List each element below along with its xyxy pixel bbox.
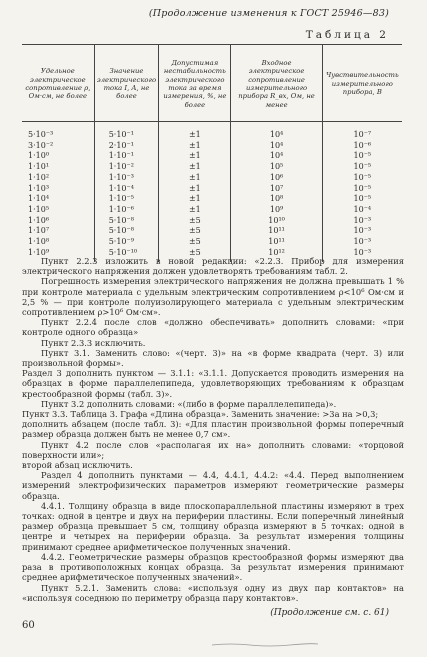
table-cell: 1·10⁻²: [108, 162, 134, 172]
table-cell: ±1: [188, 130, 201, 139]
paragraph: второй абзац исключить.: [22, 460, 133, 471]
column-header: Допустимая нестабильность электрического тока за время измерения, %, не более: [159, 45, 231, 122]
table-cell: 10⁻⁵: [353, 172, 372, 182]
paragraph: Пункт 2.2.3 изложить в новой редакции: «2.2.3. Прибор для измерения электрического напряжения должен удовлетворять требованиям табл. 2.: [22, 256, 404, 277]
table-cell: 10⁻⁶: [353, 140, 372, 150]
sensitivity-column: [322, 122, 402, 263]
table-cell: 1·10⁻⁶: [108, 204, 134, 214]
table-cell: 1·10⁰: [28, 151, 50, 161]
table-cell: 10⁻⁴: [353, 204, 372, 214]
table-cell: ±1: [188, 162, 201, 172]
table-cell: 2·10⁻¹: [108, 140, 134, 150]
paragraph: дополнить абзацем (после табл. 3): «Для пластин произвольной формы поперечный размер образца должен быть не менее 0,7 см».: [22, 419, 404, 440]
table-cell: 10⁴: [269, 140, 284, 150]
paragraph: Пункт 3.1. Заменить слово: «(черт. 3)» на «в форме квадрата (черт. 3) или произвольной формы».: [22, 347, 404, 369]
table-cell: 10⁻⁵: [353, 151, 372, 161]
table-cell: 10¹⁰: [268, 215, 285, 225]
body-text: [22, 256, 404, 603]
paragraph: Пункт 2.3.3 исключить.: [41, 337, 146, 348]
table-header-row: [22, 45, 402, 122]
table-cell: ±1: [188, 204, 201, 214]
table-cell: 10⁹: [269, 204, 284, 214]
table-cell: 1·10⁻⁵: [108, 194, 134, 204]
table-cell: 1·10⁹: [28, 247, 50, 257]
paragraph: Раздел 3 дополнить пунктом — 3.1.1: «3.1.1. Допускается проводить измерения на образцах в форме параллелепипеда, удовлетворяющих требованиям к образцам крестообразной формы (табл. 3)».: [22, 368, 404, 399]
table-cell: 10¹¹: [268, 237, 285, 247]
table-cell: 1·10⁷: [28, 226, 50, 236]
paragraph: Пункт 3.3. Таблица 3. Графа «Длина образца». Заменить значение: >3a на >0,3;: [22, 409, 379, 420]
table-cell: 10⁴: [269, 151, 284, 161]
table-cell: 10¹¹: [268, 226, 285, 236]
table-cell: ±1: [188, 183, 201, 193]
current-column: [94, 122, 159, 263]
paragraph: Пункт 4.2 после слов «располагая их на» дополнить словами: «торцовой поверхности или»;: [22, 439, 404, 460]
table-cell: ±5: [188, 215, 201, 225]
column-header: Входное электрическое сопротивление измерительного прибора R_вх, Ом, не менее: [231, 45, 322, 122]
table-cell: 1·10⁸: [28, 237, 50, 247]
table-cell: 5·10⁻¹⁰: [108, 247, 138, 257]
table-cell: ±5: [188, 247, 201, 257]
table-cell: 10⁷: [269, 183, 284, 193]
column-header: Удельное электрическое сопротивление ρ, Ом·см, не более: [22, 45, 94, 122]
continuation-header: (Продолжение изменения к ГОСТ 25946—83): [148, 8, 389, 19]
table-cell: ±1: [188, 140, 201, 150]
table-cell: 5·10⁻⁸: [108, 226, 134, 236]
table-cell: 10⁵: [269, 162, 284, 172]
paragraph: Пункт 3.2 дополнить словами: «(либо в форме параллелепипеда)».: [41, 398, 337, 409]
table-cell: 3·10⁻²: [28, 140, 54, 150]
paragraph: 4.4.2. Геометрические размеры образцов крестообразной формы измеряют два раза в противоположных концах образца. За результат измерения принимают среднее арифметическое полученных значений».: [22, 551, 404, 583]
table-cell: 10⁻³: [353, 215, 372, 225]
table-cell: ±5: [188, 226, 201, 236]
table-cell: 5·10⁻⁹: [108, 237, 134, 247]
table-cell: 10⁶: [269, 172, 284, 182]
continued-footer: (Продолжение см. с. 61): [270, 608, 389, 618]
table-cell: 1·10⁻³: [108, 172, 134, 182]
table-cell: 5·10⁻¹: [108, 130, 134, 139]
table-cell: 1·10⁶: [28, 215, 50, 225]
table-cell: 10⁸: [269, 194, 284, 204]
paragraph: Раздел 4 дополнить пунктами — 4.4, 4.4.1, 4.4.2: «4.4. Перед выполнением измерений электрофизических параметров измеряют геометрические размеры образца.: [22, 470, 404, 501]
scan-mark: [210, 642, 320, 648]
page-number: 60: [22, 620, 35, 631]
resistivity-column: [22, 122, 94, 263]
table-cell: 1·10⁻⁴: [108, 183, 134, 193]
input-resistance-column: [231, 122, 322, 263]
table-data-row: [22, 122, 402, 263]
table-cell: 1·10²: [28, 172, 50, 182]
column-header: Чувствительность измерительного прибора, В: [322, 45, 402, 122]
table-cell: 10⁻³: [353, 247, 372, 257]
table-2: [22, 44, 402, 262]
paragraph: Пункт 2.2.4 после слов «должно обеспечивать» дополнить словами: «при контроле одного образца»: [22, 317, 404, 338]
table-cell: ±1: [188, 194, 201, 204]
table-cell: 10⁴: [269, 130, 284, 139]
instability-column: [159, 122, 231, 263]
table-cell: 10⁻³: [353, 226, 372, 236]
table-cell: 1·10⁵: [28, 204, 50, 214]
table-cell: 10⁻⁵: [353, 183, 372, 193]
table-cell: 10¹²: [268, 247, 285, 257]
table-cell: 10⁻⁷: [353, 130, 372, 139]
table-cell: 1·10³: [28, 183, 50, 193]
table-cell: 10⁻⁵: [353, 162, 372, 172]
paragraph: 4.4.1. Толщину образца в виде плоскопараллельной пластины измеряют в трех точках: одной в центре и двух на периферии пластины. Если поперечный линейный размер образца превышает 5 см, толщину образца измеряют в 5 точках: одной в центре и четырех на периферии образца. За результат измерения толщины принимают среднее арифметическое полученных значений.: [22, 500, 404, 552]
table-cell: 5·10⁻⁸: [108, 215, 134, 225]
column-header: Значение электрического тока I, А, не более: [94, 45, 159, 122]
paragraph: Пункт 5.2.1. Заменить слова: «используя одну из двух пар контактов» на «используя соседнюю по периметру образца пару контактов».: [22, 582, 404, 603]
table-cell: 10⁻³: [353, 237, 372, 247]
table-cell: ±1: [188, 172, 201, 182]
table-cell: ±1: [188, 151, 201, 161]
table-label: Таблица 2: [305, 29, 389, 41]
table-cell: ±5: [188, 237, 201, 247]
table-cell: 1·10¹: [28, 162, 50, 172]
table-cell: 10⁻⁵: [353, 194, 372, 204]
table-cell: 5·10⁻³: [28, 130, 54, 139]
table-cell: 1·10⁻¹: [108, 151, 134, 161]
table-cell: 1·10⁴: [28, 194, 50, 204]
paragraph: Погрешность измерения электрического напряжения не должна превышать 1 % при контроле материала с удельным электрическим сопротивлением ρ<10⁶ Ом·см и 2,5 % — при контроле полуизолирующего материала с удельным электрическим сопротивлением ρ>10⁶ Ом·см».: [22, 276, 404, 318]
